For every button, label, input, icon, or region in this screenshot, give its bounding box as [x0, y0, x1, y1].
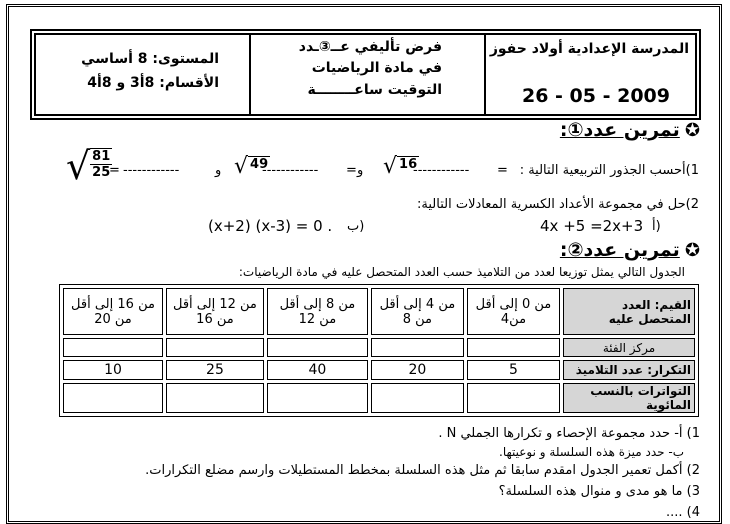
q2b-equation: (x+2) (x-3) = 0 .	[208, 217, 333, 235]
exercise2-intro: الجدول التالي يمثل توزيعا لعدد من التلاميذ حسب العدد المتحصل عليه في مادة الرياضيات:	[238, 265, 685, 279]
q-2: 2) أكمل تعمير الجدول امقدم سابقا ثم مثل هذه السلسلة بمخطط المستطيلات وارسم مضلع التكرارات.	[145, 463, 700, 478]
class-cell: من 16 إلى أقل من 20	[63, 288, 163, 335]
statistics-table	[59, 284, 699, 417]
row-header-values: القيم: العدد المتحصل عليه	[563, 288, 695, 335]
exercise1-heading	[560, 119, 700, 141]
frequency-cell: 5	[467, 360, 560, 380]
table-row	[63, 360, 695, 380]
row-header-frequency: التكرار: عدد التلاميذ	[563, 360, 695, 380]
row-header-percent: التواترات بالنسب المائوية	[563, 383, 695, 413]
sqrt-81-25: √ $\frac{81}{25}$	[66, 144, 111, 188]
class-cell: من 12 إلى أقل من 16	[166, 288, 264, 335]
empty-cell	[371, 383, 464, 413]
empty-cell	[267, 338, 368, 357]
sqrt-49: √ 49	[234, 154, 269, 179]
radical-icon: √	[383, 154, 398, 179]
empty-cell	[63, 383, 163, 413]
q1-eq-2: =	[346, 163, 357, 178]
empty-cell	[166, 338, 264, 357]
exam-title: فرض تأليفي عــ③ـدد	[298, 39, 442, 55]
empty-cell	[267, 383, 368, 413]
q2b-label: ب)	[347, 219, 365, 234]
q2a-equation: 4x +5 =2x+3	[540, 217, 644, 235]
star-icon: ✪	[684, 120, 700, 141]
exercise2-heading	[560, 239, 700, 261]
radical-icon: √	[66, 144, 91, 188]
exam-duration: التوقيت ساعــــــــة	[307, 82, 442, 98]
q1-prompt: 1)أحسب الجذور التربيعية التالية :	[519, 163, 699, 178]
classes-label: الأقسام: 8أ3 و 8أ4	[87, 75, 219, 91]
table-row	[63, 383, 695, 413]
empty-cell	[467, 338, 560, 357]
q1-dashes-3: ------------	[123, 163, 180, 178]
q1-eq-1: =	[497, 163, 508, 178]
exam-subject: في مادة الرياضيات	[311, 60, 442, 76]
q1-and-1: و	[357, 163, 364, 178]
exam-date: 26 - 05 - 2009	[522, 85, 670, 107]
q-1a: 1) أ- حدد مجموعة الإحصاء و تكرارها الجملي N .	[438, 426, 700, 441]
exercise2-title: تمرين عدد②:	[559, 239, 680, 261]
q1-eq-3: =	[109, 163, 120, 178]
frequency-cell: 25	[166, 360, 264, 380]
sqrt-16: √ 16	[383, 154, 418, 179]
header-title-cell	[249, 33, 486, 116]
q-1b: ب- حدد ميزة هذه السلسلة و نوعيتها.	[499, 445, 684, 459]
header-school-cell	[486, 33, 697, 116]
star-icon: ✪	[684, 240, 700, 261]
level-label: المستوى: 8 أساسي	[81, 51, 219, 67]
class-cell: من 4 إلى أقل من 8	[371, 288, 464, 335]
q2a-label: أ)	[652, 219, 661, 234]
class-cell: من 0 إلى أقل من4	[467, 288, 560, 335]
q1-dashes-1: ------------	[413, 163, 470, 178]
empty-cell	[467, 383, 560, 413]
frequency-cell: 20	[371, 360, 464, 380]
header-level-cell	[34, 33, 249, 116]
radical-icon: √	[234, 154, 249, 179]
q1-and-2: و	[215, 163, 222, 178]
exercise1-title: تمرين عدد①:	[559, 119, 680, 141]
frequency-cell: 40	[267, 360, 368, 380]
class-cell: من 8 إلى أقل من 12	[267, 288, 368, 335]
empty-cell	[371, 338, 464, 357]
row-header-class-center: مركز الفئة	[563, 338, 695, 357]
frequency-cell: 10	[63, 360, 163, 380]
q-4: 4) ....	[665, 505, 700, 520]
school-name: المدرسة الإعدادية أولاد حفوز	[489, 41, 689, 57]
q1-dashes-2: ------------	[262, 163, 319, 178]
table-row	[63, 338, 695, 357]
table-row	[63, 288, 695, 335]
empty-cell	[63, 338, 163, 357]
empty-cell	[166, 383, 264, 413]
q-3: 3) ما هو مدى و منوال هذه السلسلة؟	[498, 484, 700, 499]
q2-prompt: 2)حل في مجموعة الأعداد الكسرية المعادلات التالية:	[417, 197, 699, 212]
